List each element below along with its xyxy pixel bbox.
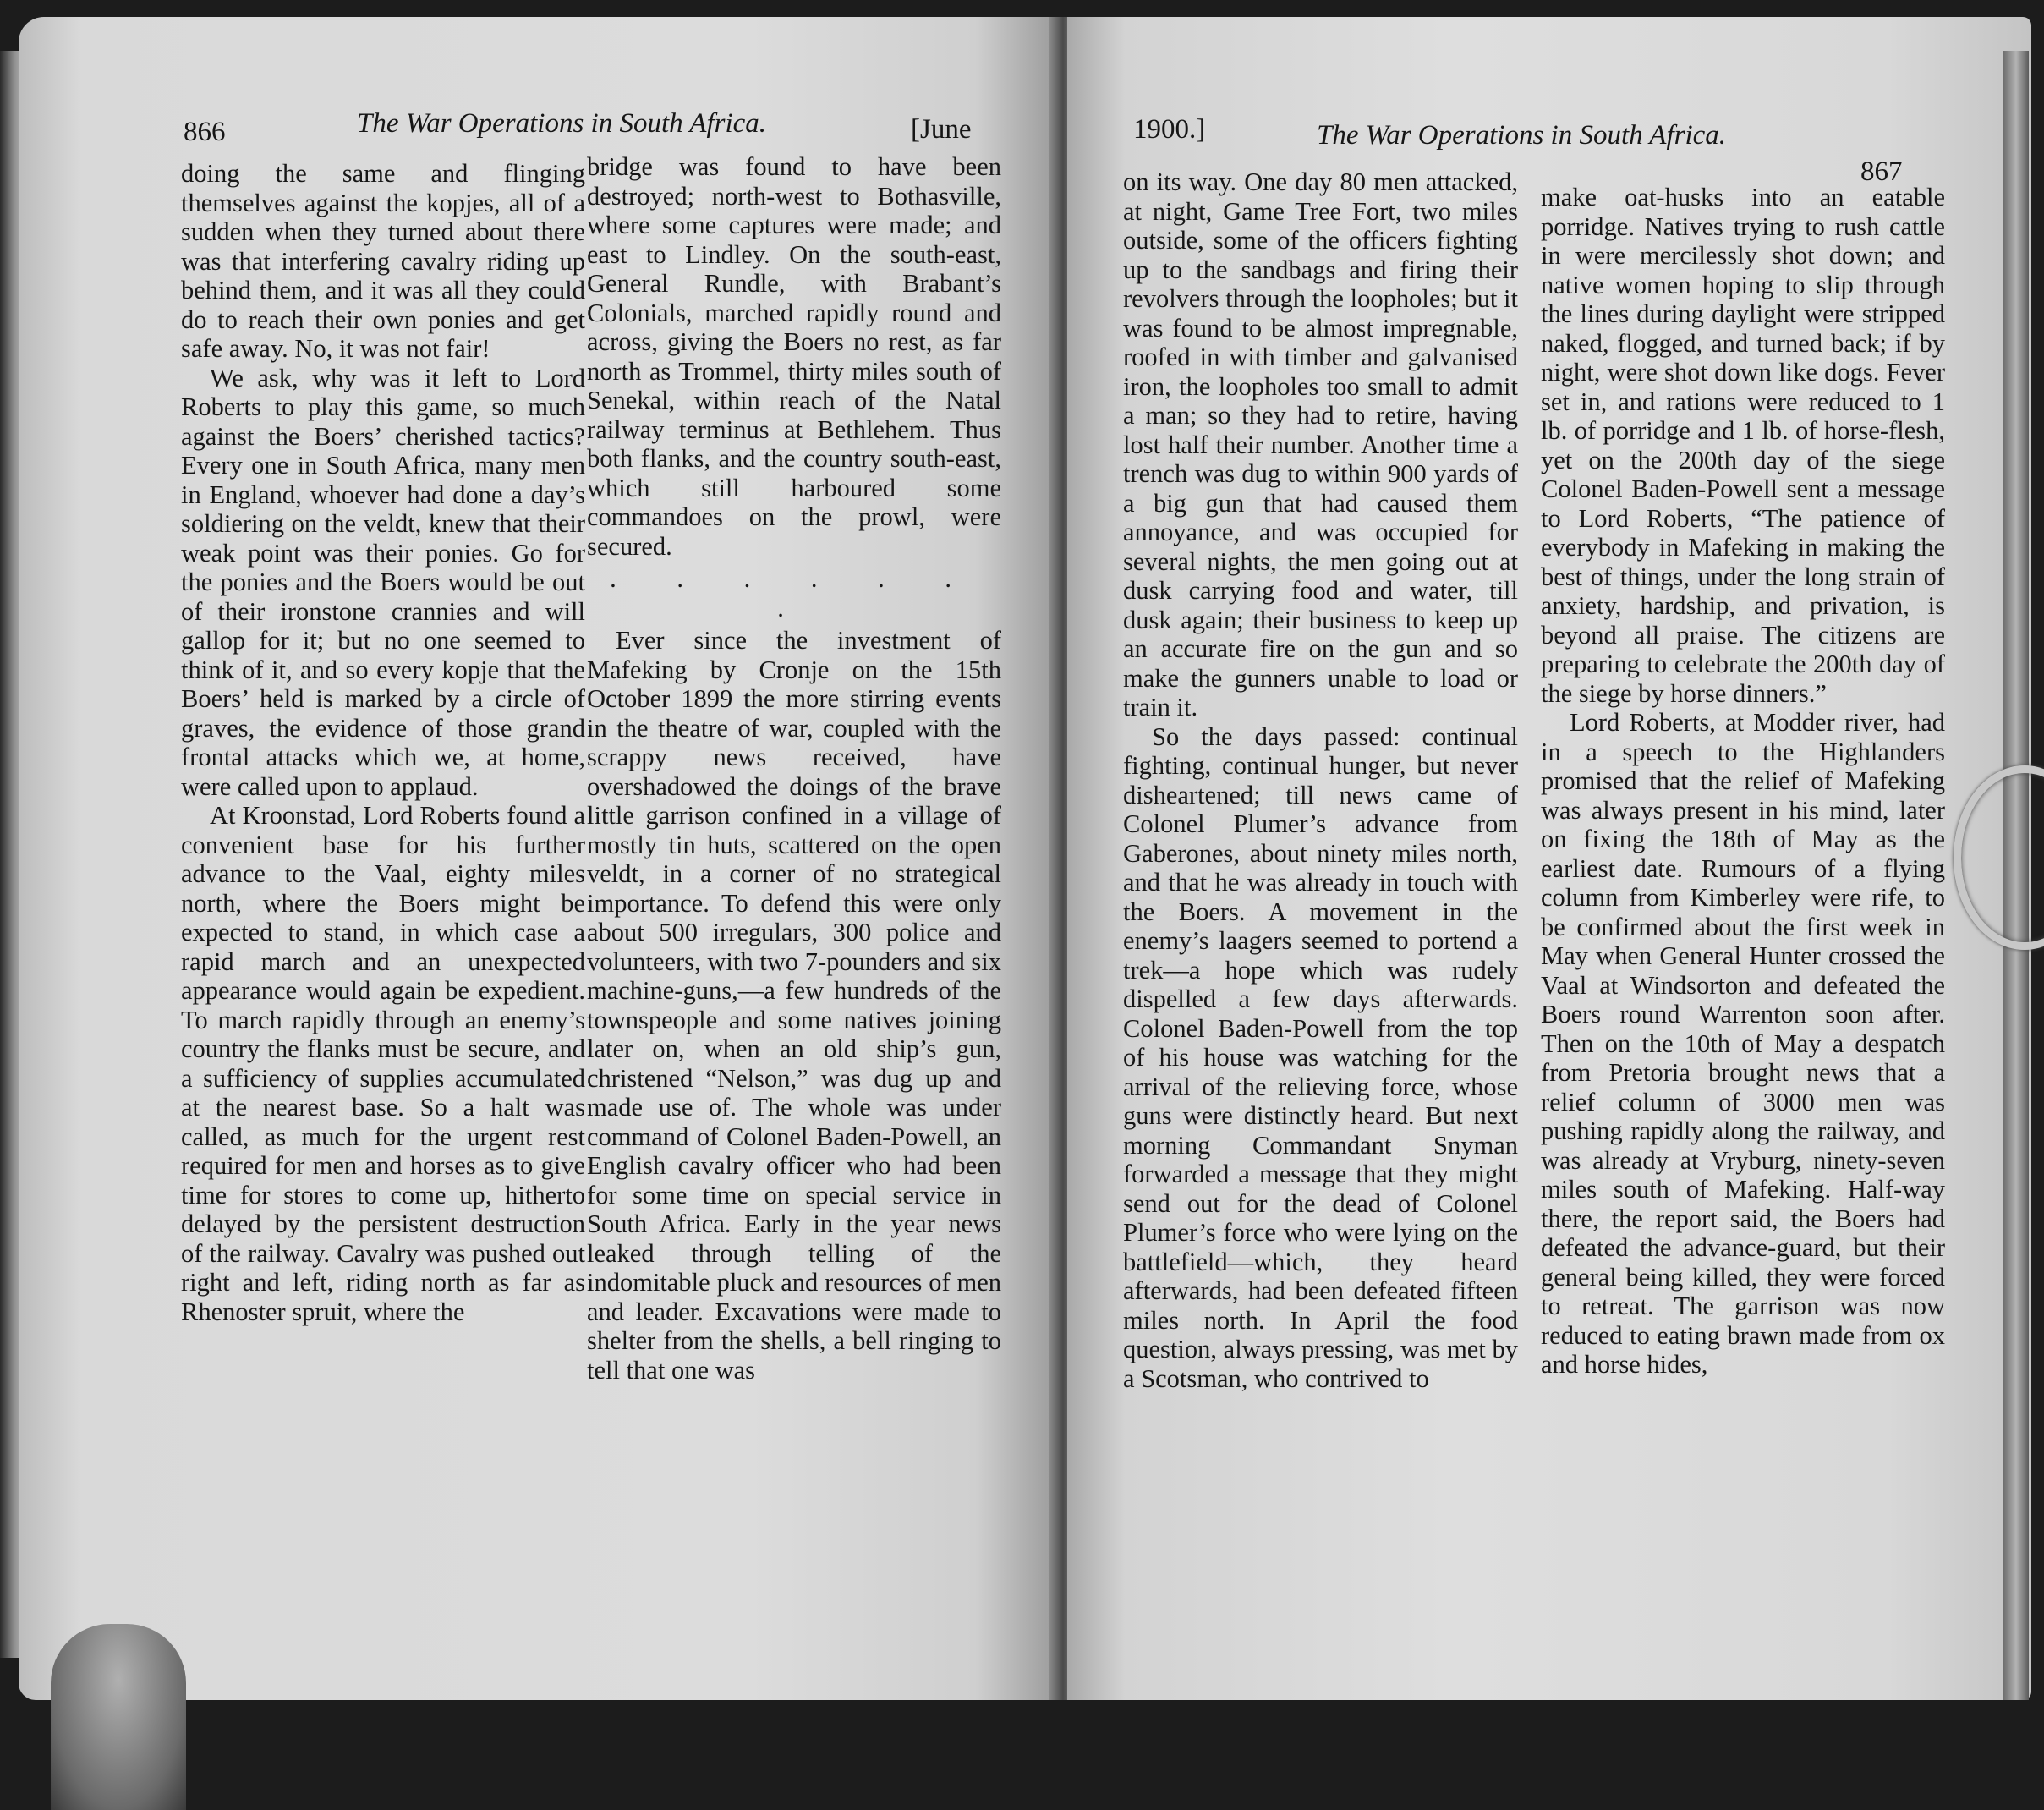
paragraph: Ever since the investment of Mafeking by Cronje on the 15th October 1899 the more stirring events in the theatre of war, coupled with the scrappy news received, have overshadowed the doings of the brave little garrison confined in a village of mostly tin huts, scattered on the open veldt, in a corner of no strategical importance. To defend this were only about 500 irregulars, 300 police and volunteers, with two 7-pounders and six machine-guns,—a few hundreds of the townspeople and some natives joining later on, when an old ship’s gun, christened “Nelson,” was dug up and made use of. The whole was under command of Colonel Baden-Powell, an English cavalry officer who had been for some time on special service in South Africa. Early in the year news leaked through telling of the indomitable pluck and resources of men and leader. Excavations were made to shelter from the shells, a bell ringing to tell that one was bbox=[587, 626, 1001, 1385]
paragraph: make oat-husks into an eatable porridge. Natives trying to rush cattle in were mercilessly shot down; and native women hoping to slip through the lines during daylight were stripped naked, flogged, and turned back; if by night, were shot down like dogs. Fever set in, and rations were reduced to 1 lb. of porridge and 1 lb. of horse-flesh, yet on the 200th day of the siege Colonel Baden-Powell sent a message to Lord Roberts, “The patience of everybody in Mafeking in making the best of things, under the long strain of anxiety, hardship, and privation, is beyond all praise. The citizens are preparing to celebrate the 200th day of the siege by horse dinners.” bbox=[1541, 183, 1945, 708]
right-page-number: 867 bbox=[1860, 156, 1903, 187]
paragraph: We ask, why was it left to Lord Roberts to play this game, so much against the Boers’ cherished tactics? Every one in South Africa, many men in England, whoever had done a day’s soldiering on the veldt, knew that their weak point was their ponies. Go for the ponies and the Boers would be out of their ironstone crannies and will gallop for it; but no one seemed to think of it, and so every kopje that the Boers’ held is marked by a circle of graves, the evidence of those grand frontal attacks which we, at home, were called upon to applaud. bbox=[181, 363, 585, 801]
left-running-title: The War Operations in South Africa. bbox=[357, 108, 767, 139]
left-page-column-2 bbox=[587, 152, 1001, 1607]
right-running-head bbox=[1067, 101, 2031, 187]
left-page-column-1 bbox=[181, 159, 585, 1614]
paragraph: At Kroonstad, Lord Roberts found a convenient base for his further advance to the Vaal, eighty miles north, where the Boers might be expected to stand, in which case a rapid march and an unexpected appearance would again be expedient. To march rapidly through an enemy’s country the flanks must be secure, and a sufficiency of supplies accumulated at the nearest base. So a halt was called, as much for the urgent rest required for men and horses as to give time for stores to come up, hitherto delayed by the persistent destruction of the railway. Cavalry was pushed out right and left, riding north as far as Rhenoster spruit, where the bbox=[181, 801, 585, 1326]
paragraph: on its way. One day 80 men attacked, at night, Game Tree Fort, two miles outside, some of the officers fighting up to the sandbags and firing their revolvers through the loopholes; but it was found to be almost impregnable, roofed in with timber and galvanised iron, the loopholes too small to admit a man; so they had to retire, having lost half their number. Another time a trench was dug to within 900 yards of a big gun that had caused them annoyance, and was occupied for several nights, the men going out at dusk carrying food and water, till dusk again; their business to keep up an accurate fire on the gun and so make the gunners unable to load or train it. bbox=[1123, 167, 1518, 721]
section-break-dots: . . . . . . . bbox=[610, 564, 978, 623]
paragraph: So the days passed: continual fighting, continual hunger, but never disheartened; till news came of Colonel Plumer’s advance from Gaberones, about ninety miles north, and that he was already in touch with the Boers. A movement in the enemy’s laagers seemed to portend a trek—a hope which was rudely dispelled a few days afterwards. Colonel Baden-Powell from the top of his house was watching for the arrival of the relieving force, whose guns were distinctly heard. But next morning Commandant Snyman forwarded a message that they might send out for the dead of Colonel Plumer’s force who were lying on the battlefield—which, they heard afterwards, had been defeated fifteen miles north. In April the food question, always pressing, was met by a Scotsman, who contrived to bbox=[1123, 721, 1518, 1393]
paragraph: Lord Roberts, at Modder river, had in a speech to the Highlanders promised that the relief of Mafeking was always present in his mind, later on fixing the 18th of May as the earliest date. Rumours of a flying column from Kimberley were rife, to be confirmed about the first week in May when General Hunter crossed the Vaal at Windsorton and defeated the Boers round Warrenton soon after. Then on the 10th of May a despatch from Pretoria brought news that a relief column of 3000 men was pushing rapidly along the railway, and was already at Vryburg, ninety-seven miles south of Mafeking. Half-way there, the report said, the Boers had defeated the advance-guard, but their general being killed, they were forced to retreat. The garrison was now reduced to eating brawn made from ox and horse hides, bbox=[1541, 708, 1945, 1379]
right-page-column-1 bbox=[1123, 167, 1518, 1631]
paragraph: doing the same and flinging themselves against the kopjes, all of a sudden when they turned about there was that interfering cavalry riding up behind them, and it was all they could do to reach their own ponies and get safe away. No, it was not fair! bbox=[181, 159, 585, 363]
left-page bbox=[19, 17, 1059, 1700]
left-running-head bbox=[19, 101, 1059, 147]
right-page bbox=[1067, 17, 2031, 1700]
holding-thumb bbox=[51, 1624, 186, 1810]
right-running-title: The War Operations in South Africa. bbox=[1317, 120, 1727, 151]
right-running-date: 1900.] bbox=[1133, 114, 1206, 145]
right-page-column-2 bbox=[1541, 183, 1945, 1637]
left-running-date: [June bbox=[911, 114, 972, 145]
paragraph: bridge was found to have been destroyed; north-west to Bothasville, where some captures were made; and east to Lindley. On the south-east, General Rundle, with Brabant’s Colonials, marched rapidly round and across, giving the Boers no rest, as far north as Trommel, thirty miles south of Senekal, within reach of the Natal railway terminus at Bethlehem. Thus both flanks, and the country south-east, which still harboured some commandoes on the prowl, were secured. bbox=[587, 152, 1001, 561]
left-page-number: 866 bbox=[184, 117, 226, 147]
